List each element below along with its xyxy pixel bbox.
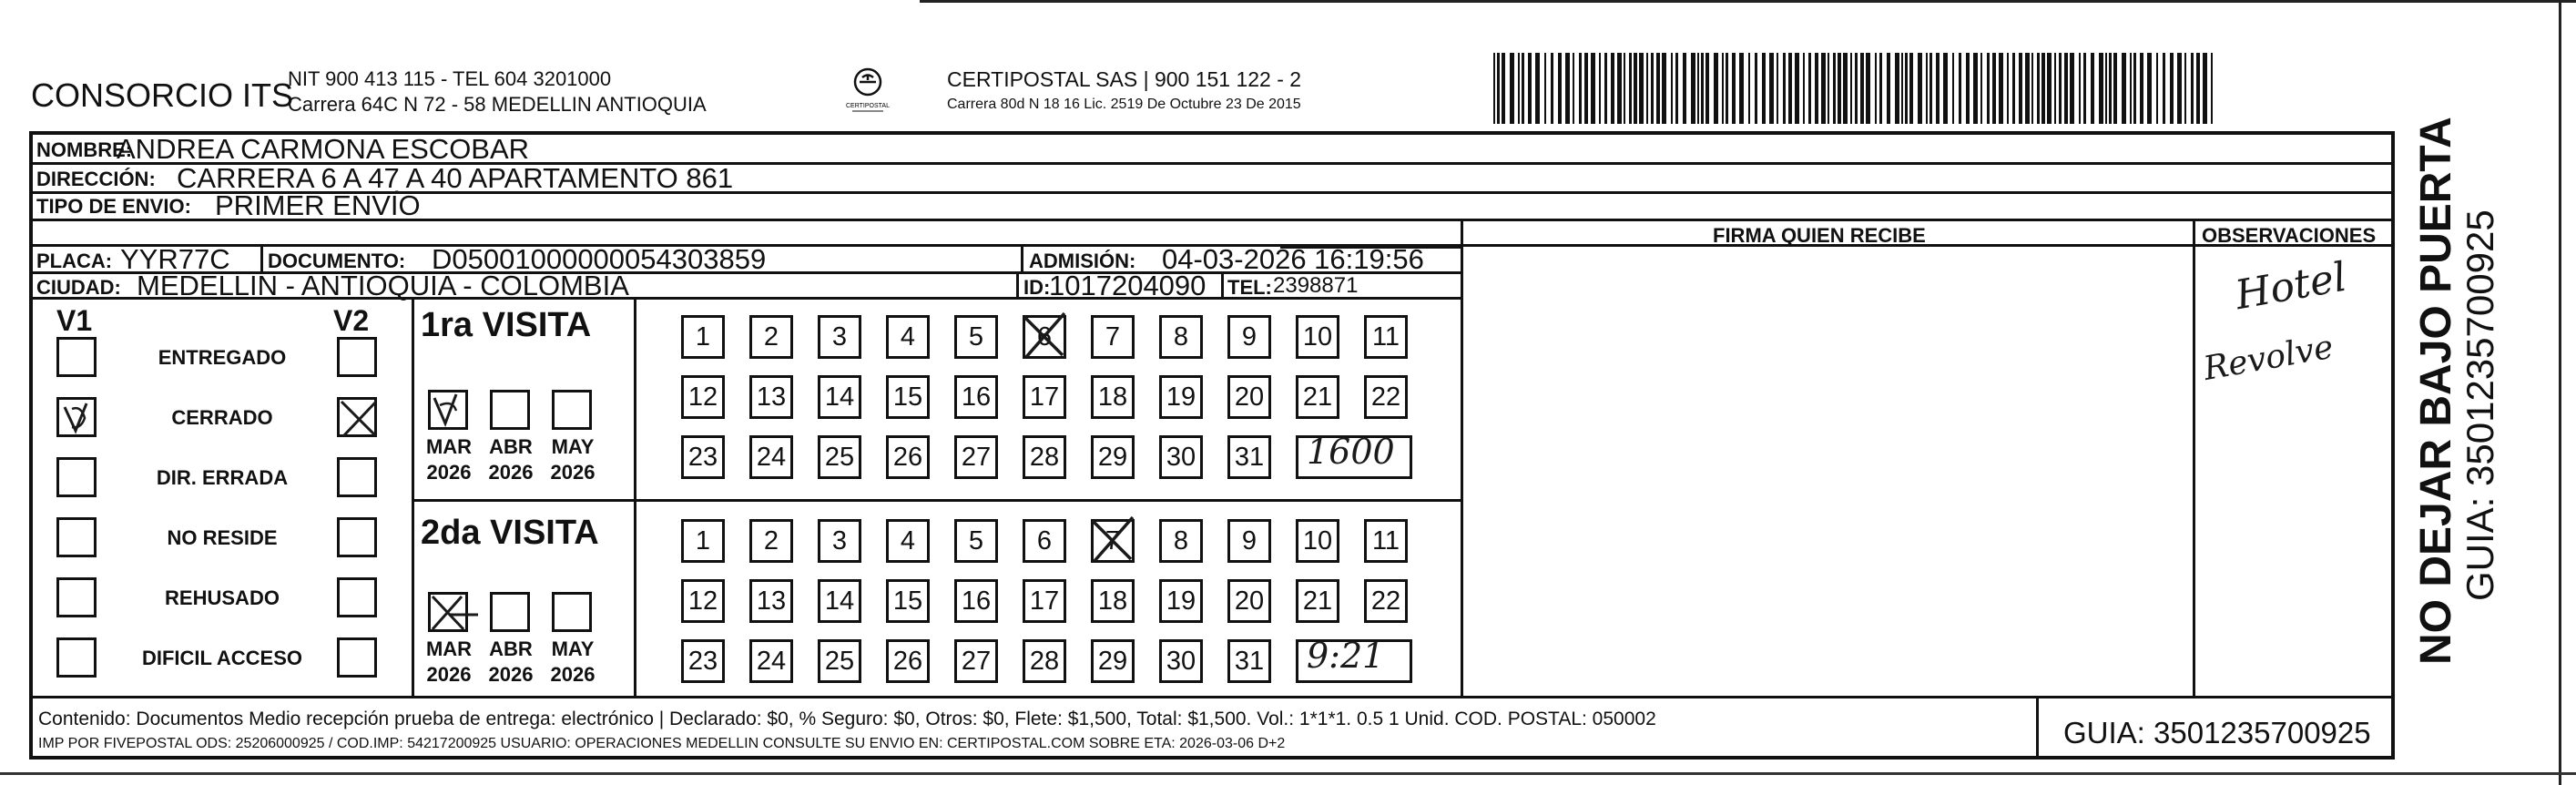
documento-label: DOCUMENTO: xyxy=(268,250,406,272)
day-box[interactable]: 6 xyxy=(1023,315,1066,359)
barcode-icon xyxy=(1493,53,2222,124)
handwriting-line-1: Hotel xyxy=(2232,253,2350,320)
day-box[interactable]: 24 xyxy=(749,639,793,683)
day-box[interactable]: 23 xyxy=(681,435,725,479)
day-box[interactable]: 31 xyxy=(1227,639,1271,683)
day-box[interactable]: 17 xyxy=(1023,579,1066,623)
carrier-address: Carrera 80d N 18 16 Lic. 2519 De Octubre 23 De 2015 xyxy=(947,97,1301,112)
admision-value: 04-03-2026 16:19:56 xyxy=(1162,243,1424,275)
tel-value: 2398871 xyxy=(1273,273,1359,298)
day-box[interactable]: 8 xyxy=(1159,315,1203,359)
contenido-line: Contenido: Documentos Medio recepción prueba de entrega: electrónico | Declarado: $0, % Seguro: $0, Otros: $0, Flete: $1,500, Total: $1,500. Vol.: 1*1*1. 0.5 1 Unid. COD. POSTAL: 050002 xyxy=(38,709,1656,729)
carrier-line: CERTIPOSTAL SAS | 900 151 122 - 2 xyxy=(947,67,1302,91)
side-warning: NO DEJAR BAJO PUERTA xyxy=(2412,117,2460,665)
year-label: 2026 xyxy=(426,663,472,686)
id-label: ID: xyxy=(1023,276,1051,299)
month-checkbox[interactable] xyxy=(552,390,592,430)
status-label: CERRADO xyxy=(171,406,273,429)
nit-line: NIT 900 413 115 - TEL 604 3201000 xyxy=(288,67,612,90)
month-checkbox[interactable] xyxy=(428,390,468,430)
day-box[interactable]: 10 xyxy=(1296,519,1339,563)
brand-name: CONSORCIO ITS xyxy=(31,76,294,114)
day-box[interactable]: 24 xyxy=(749,435,793,479)
day-box[interactable]: 21 xyxy=(1296,579,1339,623)
firma-header: FIRMA QUIEN RECIBE xyxy=(1713,224,1926,247)
day-box[interactable]: 2 xyxy=(749,315,793,359)
imp-line: IMP POR FIVEPOSTAL ODS: 25206000925 / COD.IMP: 54217200925 USUARIO: OPERACIONES MEDELLIN CONSULTE SU ENVIO EN: CERTIPOSTAL.COM SOBRE ETA: 2026-03-06 D+2 xyxy=(38,736,1286,751)
ciudad-label: CIUDAD: xyxy=(36,276,121,299)
month-label: ABR xyxy=(489,637,533,660)
side-guia: GUIA: 3501235700925 xyxy=(2459,209,2501,601)
id-value: 1017204090 xyxy=(1049,270,1207,301)
scan-edge-bottom xyxy=(0,772,2576,775)
year-label: 2026 xyxy=(550,663,596,686)
month-checkbox[interactable] xyxy=(490,592,530,632)
month-label: MAR xyxy=(425,435,473,458)
day-box[interactable]: 16 xyxy=(954,579,998,623)
logo-text: CERTIPOSTAL xyxy=(846,103,890,109)
day-box[interactable]: 26 xyxy=(886,435,930,479)
day-box[interactable]: 17 xyxy=(1023,375,1066,419)
day-box[interactable]: 5 xyxy=(954,315,998,359)
day-box[interactable]: 25 xyxy=(818,639,861,683)
delivery-form xyxy=(29,131,2395,760)
cross-mark-icon xyxy=(431,595,478,631)
placa-label: PLACA: xyxy=(36,250,113,272)
day-box[interactable]: 9 xyxy=(1227,519,1271,563)
day-box[interactable]: 28 xyxy=(1023,639,1066,683)
day-box[interactable]: 10 xyxy=(1296,315,1339,359)
day-box[interactable]: 28 xyxy=(1023,435,1066,479)
day-box[interactable]: 7 xyxy=(1091,519,1135,563)
checkmark-icon xyxy=(431,392,467,429)
nombre-value: ANDREA CARMONA ESCOBAR xyxy=(117,133,530,165)
day-box[interactable]: 16 xyxy=(954,375,998,419)
day-box[interactable]: 14 xyxy=(818,375,861,419)
day-box[interactable]: 30 xyxy=(1159,639,1203,683)
day-box[interactable]: 20 xyxy=(1227,579,1271,623)
day-box[interactable]: 18 xyxy=(1091,375,1135,419)
day-box[interactable]: 12 xyxy=(681,579,725,623)
visita1-title: 1ra VISITA xyxy=(421,306,592,344)
day-box[interactable]: 6 xyxy=(1023,519,1066,563)
cross-mark-icon xyxy=(1087,514,1142,573)
day-box[interactable]: 27 xyxy=(954,639,998,683)
year-label: 2026 xyxy=(488,461,534,484)
status-label: DIR. ERRADA xyxy=(156,466,289,489)
day-box[interactable]: 4 xyxy=(886,519,930,563)
day-box[interactable]: 30 xyxy=(1159,435,1203,479)
day-box[interactable]: 11 xyxy=(1364,315,1408,359)
admision-label: ADMISIÓN: xyxy=(1029,250,1136,272)
month-label: MAR xyxy=(425,637,473,660)
certipostal-logo-icon xyxy=(840,64,896,115)
tipo-envio-label: TIPO DE ENVIO: xyxy=(36,195,191,218)
month-checkbox[interactable] xyxy=(552,592,592,632)
day-box[interactable]: 29 xyxy=(1091,435,1135,479)
status-label: NO RESIDE xyxy=(167,526,278,549)
day-box[interactable]: 5 xyxy=(954,519,998,563)
status-label: ENTREGADO xyxy=(158,346,287,369)
day-box[interactable]: 12 xyxy=(681,375,725,419)
day-box[interactable]: 7 xyxy=(1091,315,1135,359)
scan-edge-right xyxy=(2559,0,2561,785)
month-label: ABR xyxy=(489,435,533,458)
day-box[interactable]: 8 xyxy=(1159,519,1203,563)
address-line: Carrera 64C N 72 - 58 MEDELLIN ANTIOQUIA xyxy=(288,93,707,116)
year-label: 2026 xyxy=(426,461,472,484)
day-box[interactable]: 19 xyxy=(1159,579,1203,623)
day-box[interactable]: 21 xyxy=(1296,375,1339,419)
day-box[interactable]: 4 xyxy=(886,315,930,359)
day-box[interactable]: 14 xyxy=(818,579,861,623)
status-label: DIFICIL ACCESO xyxy=(141,647,302,669)
day-box[interactable]: 23 xyxy=(681,639,725,683)
time-handwritten: 1600 xyxy=(1307,432,1395,472)
tel-label: TEL: xyxy=(1227,276,1272,299)
day-box[interactable]: 19 xyxy=(1159,375,1203,419)
cross-mark-icon xyxy=(1019,310,1074,369)
direccion-value: CARRERA 6 A 47 A 40 APARTAMENTO 861 xyxy=(177,162,734,194)
v1-header: V1 xyxy=(56,304,93,337)
day-box[interactable]: 2 xyxy=(749,519,793,563)
observaciones-header: OBSERVACIONES xyxy=(2202,224,2377,247)
documento-value: D05001000000054303859 xyxy=(432,243,767,275)
nombre-label: NOMBRE: xyxy=(36,138,133,161)
day-box[interactable]: 29 xyxy=(1091,639,1135,683)
status-label: REHUSADO xyxy=(165,586,280,609)
day-box[interactable]: 22 xyxy=(1364,375,1408,419)
day-box[interactable]: 11 xyxy=(1364,519,1408,563)
month-checkbox[interactable] xyxy=(490,390,530,430)
direccion-label: DIRECCIÓN: xyxy=(36,168,156,190)
v2-header: V2 xyxy=(333,304,370,337)
day-box[interactable]: 9 xyxy=(1227,315,1271,359)
day-box[interactable]: 1 xyxy=(681,519,725,563)
month-label: MAY xyxy=(551,637,595,660)
day-box[interactable]: 3 xyxy=(818,315,861,359)
day-box[interactable]: 26 xyxy=(886,639,930,683)
day-box[interactable]: 13 xyxy=(749,375,793,419)
day-box[interactable]: 15 xyxy=(886,579,930,623)
ciudad-value: MEDELLIN - ANTIOQUIA - COLOMBIA xyxy=(137,270,629,301)
month-label: MAY xyxy=(551,435,595,458)
month-checkbox[interactable] xyxy=(428,592,468,632)
handwriting-line-2: Revolve xyxy=(2200,328,2337,388)
footer-guia: GUIA: 3501235700925 xyxy=(2063,716,2371,749)
day-box[interactable]: 27 xyxy=(954,435,998,479)
tipo-envio-value: PRIMER ENVÍO xyxy=(215,189,421,221)
day-box[interactable]: 18 xyxy=(1091,579,1135,623)
year-label: 2026 xyxy=(550,461,596,484)
time-handwritten: 9:21 xyxy=(1307,636,1385,676)
year-label: 2026 xyxy=(488,663,534,686)
observaciones-handwriting xyxy=(2200,251,2391,388)
day-box[interactable]: 25 xyxy=(818,435,861,479)
day-box[interactable]: 3 xyxy=(818,519,861,563)
scan-edge-top xyxy=(920,0,2576,3)
day-box[interactable]: 31 xyxy=(1227,435,1271,479)
day-box[interactable]: 15 xyxy=(886,375,930,419)
day-box[interactable]: 13 xyxy=(749,579,793,623)
placa-value: YYR77C xyxy=(120,243,230,275)
day-box[interactable]: 1 xyxy=(681,315,725,359)
visita2-title: 2da VISITA xyxy=(421,514,599,552)
day-box[interactable]: 22 xyxy=(1364,579,1408,623)
day-box[interactable]: 20 xyxy=(1227,375,1271,419)
